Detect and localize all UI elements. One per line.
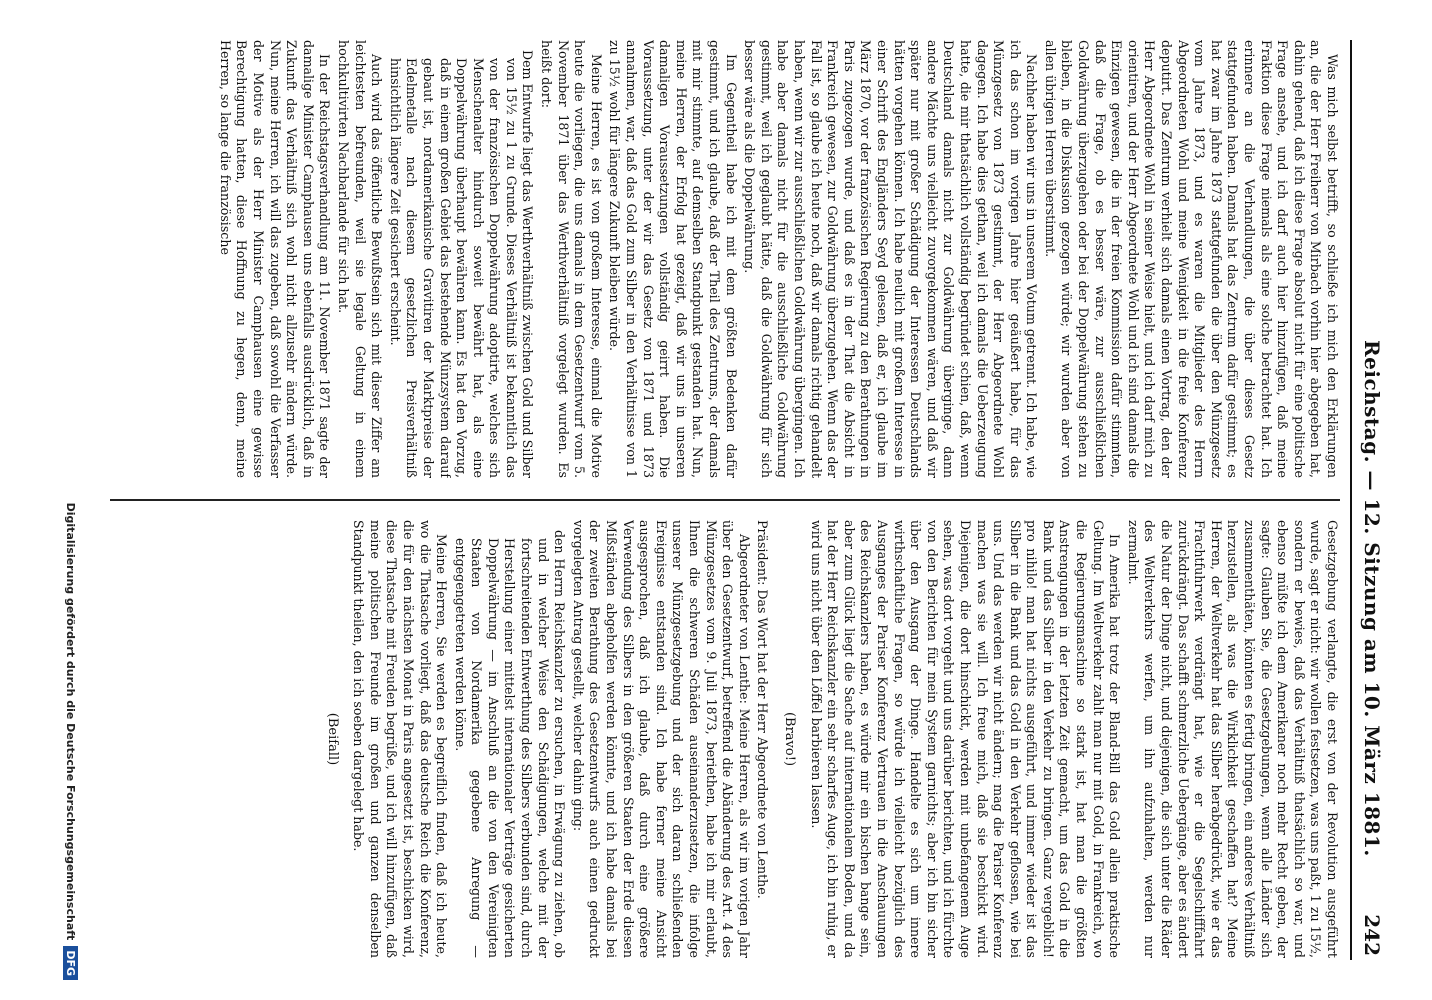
page-header [1350, 40, 1392, 960]
page-number: 242 [1360, 914, 1384, 956]
left-column-paragraph: Was mich selbst betrifft, so schließe ich mich den Erklärungen an, die der Herr Freiherr von Mirbach vorhin hier abgegeben hat, dahin gehend, daß ich diese Frage absolut nicht für eine politische Frage ansehe, und ich darf auch hier hinzufügen, daß meine Fraktion diese Frage niemals als eine solche betrachtet hat. Ich erinnere an die Verhandlungen, die über dieses Gesetz stattgefunden haben. Damals hat das Zentrum dafür gestimmt; es hat zwar im Jahre 1873 stattgefunden die über den Münzgesetz vom Jahre 1873, und es waren die Mitglieder des Herrn Abgeordneten Wohl und meine Wenigkeit in die freie Konferenz deputirt. Das Zentrum verhielt sich damals einen Vortrag, den der Herr Abgeordnete Wohl in seiner Weise hielt, und ich darf mich zu orientiren, und der Herr Abgeordnete Wohl und ich sind damals die Einzigen gewesen, die in der freien Kommission dafür stimmten, daß die Frage, ob es besser wäre, zur ausschließlichen Goldwährung überzugehen oder bei der Doppelwährung stehen zu bleiben, in die Diskussion gezogen würde; wir wurden aber von allen übrigen Herren überstimmt. [1042, 40, 1340, 478]
left-column-paragraph: In der Reichstagsverhandlung am 11. November 1871 sagte der damalige Minister Camphausen uns ebenfalls ausdrücklich, daß in Zukunft das Verhältniß sich wohl nicht allzusehr ändern würde. Nun, meine Herren, ich will das zugeben, daß sowohl die Verfasser der Motive als der Herr Minister Camphausen eine gewisse Berechtigung hatten, diese Hoffnung zu hegen, denn, meine Herren, so lange die französische [217, 40, 333, 478]
digitization-strip [0, 0, 90, 1000]
left-column-paragraph: Nachher haben wir uns in unserem Votum getrennt. Ich habe, wie ich das schon im vorigen Jahre hier geäußert habe, für das Münzgesetz von 1873 gestimmt, der Herr Abgeordnete Wohl dagegen. Ich habe dies gethan, weil ich damals die Ueberzeugung hatte, die mir thatsächlich vollständig begründet schien, daß, wenn Deutschland damals nicht zur Goldwährung überginge, dann andere Mächte uns vielleicht zuvorgekommen wären, und daß wir später nur mit großer Schädigung der Interessen Deutschlands hätten vorgehen können. Ich habe neulich mit großem Interesse in einer Schrift des Engländers Seyd gelesen, daß er, ich glaube im März 1870, vor der französischen Regierung zu den Berathungen in Paris zugezogen wurde, und daß es in der That die Absicht in Frankreich gewesen, zur Goldwährung überzugehen. Wenn das der Fall ist, so glaube ich heute noch, daß wir damals richtig gehandelt haben, wenn wir zur ausschließlichen Goldwährung übergingen. Ich habe aber damals nicht für die ausschließliche Goldwährung gestimmt, weil ich geglaubt hätte, daß die Goldwährung für sich besser wäre als die Doppelwährung. [742, 40, 1040, 478]
right-column-paragraph: Gesetzgebung verlangte, die erst von der Revolution ausgeführt wurde, sagt er nicht: wir wollen festsetzen, was uns paßt, 1 zu 15½, sondern er bewies, daß das Verhältniß thatsächlich so war, und ebenso müßte ich dem Amerikaner noch mehr Recht geben, der sagte: Glauben Sie, die Gesetzgebungen, wenn alle Länder sich zusammenthäten, könnten es fertig bringen, ein anderes Verhältniß herzustellen, als was die Wirklichkeit geschaffen hat? Meine Herren, der Weltverkehr hat das Silber herabgedrückt, wie er das Frachtfuhrwerk verdrängt hat, wie er die Segelschifffahrt zurückdrängt. Das schafft schmerzliche Uebergänge, aber es ändert die Natur der Dinge nicht, und diejenigen, die sich unter die Räder des Weltverkehrs werfen, um ihn aufzuhalten, werden nur zermalmt. [1125, 520, 1340, 958]
dfg-logo: DFG [63, 946, 78, 980]
right-column-paragraph: (Bravo!) [782, 711, 797, 767]
column-divider [110, 499, 1340, 501]
right-text-column [110, 520, 1340, 958]
right-column-paragraph: den Herrn Reichskanzler zu ersuchen, in Erwägung zu ziehen, ob und in welcher Weise den Schädigungen, welche mit der fortschreitenden Entwerthung des Silbers verbunden sind, durch Herstellung einer mittelst internationaler Verträge gesicherten Doppelwährung — im Anschluß an die von den Vereinigten Staaten von Nordamerika gegebene Anregung — entgegengetreten werden könne. [452, 530, 568, 958]
left-text-column [110, 40, 1340, 478]
right-column-paragraph: Meine Herren, Sie werden es begreiflich finden, daß ich heute, wo die Thatsache vorliegt, daß das deutsche Reich die Konferenz, die für den nächsten Monat in Paris angesetzt ist, beschicken wird, diese Thatsache mit Freuden begrüße, und ich will hinzufügen, daß meine politischen Freunde im großen und ganzen denselben Standpunkt theilen, den ich soeben dargelegt habe. [351, 520, 450, 958]
left-column-paragraph: Im Gegentheil habe ich mit dem größten Bedenken dafür gestimmt, und ich glaube, daß der Theil des Zentrums, der damals mit mir stimmte, auf demselben Standpunkt gestanden hat. Nun, meine Herren, der Erfolg hat gezeigt, daß wir uns in unseren damaligen Voraussetzungen vollständig geirrt haben. Die Voraussetzung, unter der wir das Gesetz von 1871 und 1873 annahmen, war, daß das Gold zum Silber in den Verhältnisse von 1 zu 15½ wohl für längere Zukunft bleiben würde. [607, 40, 739, 478]
right-column-paragraph: (Beifall) [324, 712, 340, 766]
right-column-paragraph: In Amerika hat trotz der Bland-Bill das Gold allein praktische Geltung. Im Weltverkehr zahlt man nur mit Gold, in Frankreich, wo die Regierungsmaschine so stark ist, hat man die größten Anstrengungen in der letzten Zeit gemacht, um das Gold in die Bank und das Silber in den Verkehr zu bringen. Ganz vergeblich! pro nihilo! man hat nichts ausgeführt, und immer wieder ist das Silber in die Bank und das Gold in den Verkehr geflossen, wie bei uns. Und das werden wir nicht ändern; mag die Pariser Konferenz machen was sie will. Ich freue mich, daß sie beschickt wird. Diejenigen, die dort hinschickt, werden mit unbefangenem Auge sehen, was dort vorgeht und uns darüber berichten, und ich fürchte von den Berichten für mein System garnichts; aber ich bin sicher über den Ausgang der Dinge. Handelte es sich um innere wirthschaftliche Fragen, so würde ich vielleicht bezüglich des Ausganges der Pariser Konferenz Vertrauen in die Anschauungen des Reichskanzlers haben, es würde mir ein bischen bange sein, aber zum Glück liegt die Sache auf internationalem Boden, und da hat der Herr Reichskanzler ein sehr scharfes Auge, ich bin ruhig, er wird uns nicht über den Löffel barbieren lassen. [808, 520, 1123, 958]
right-column-paragraph: Präsident: Das Wort hat der Herr Abgeordnete von Lenthe. [755, 520, 771, 899]
dfg-notice-text: Digitalisierung gefördert durch die Deutsche Forschungsgemeinschaft [64, 502, 77, 941]
left-column-paragraph: Auch wird das öffentliche Bewußtsein sich mit dieser Ziffer am leichtesten befreunden, weil sie legale Geltung in einem hochkultivirten Nachbarlande für sich hat. [335, 40, 385, 478]
page-title: Reichstag. — 12. Sitzung am 10. März 1881. [1360, 340, 1384, 857]
left-column-paragraph: Dem Entwurfe liegt das Werthverhältniß zwischen Gold und Silber von 15½ zu 1 zu Grunde. Dieses Verhältniß ist bekanntlich das von der französischen Doppelwährung adoptirte, welches sich Menschenalter hindurch soweit bewährt hat, als eine Doppelwährung überhaupt bewähren kann. Es hat den Vorzug, daß in einem großen Gebiet das bestehende Münzsystem darauf gebaut ist, nordamerikanische Gravitiren der Marktpreise der Edelmetalle nach diesem gesetzlichen Preisverhältniß hinsichtlich längere Zeit gesichert erscheint. [387, 50, 536, 478]
right-column-paragraph: Abgeordneter von Lenthe: Meine Herren, als wir im vorigen Jahr über den Gesetzentwurf, betreffend die Abänderung des Art. 4 des Münzgesetzes vom 9. Juli 1873, beriethen, habe ich mir erlaubt, Ihnen die schweren Schäden auseinanderzusetzen, die infolge unserer Münzgesetzgebung und der sich daran schließenden Ereignisse entstanden sind. Ich habe ferner meine Ansicht ausgesprochen, daß ich glaube, daß durch eine größere Verwendung des Silbers in den größeren Staaten der Erde diesen Mißständen abgeholfen werden könnte, und ich habe damals bei der zweiten Berathung des Gesetzentwurfs auch einen gedruckt vorgelegten Antrag gestellt, welcher dahin ging: [570, 520, 752, 958]
dfg-notice [63, 503, 78, 980]
left-column-paragraph: Meine Herren, es ist von großem Interesse, einmal die Motive heute die vorliegen, die uns damals in dem Gesetzentwurf vom 5. November 1871 über das Werthverhältniß vorgelegt wurden. Es heißt dort: [539, 40, 604, 478]
